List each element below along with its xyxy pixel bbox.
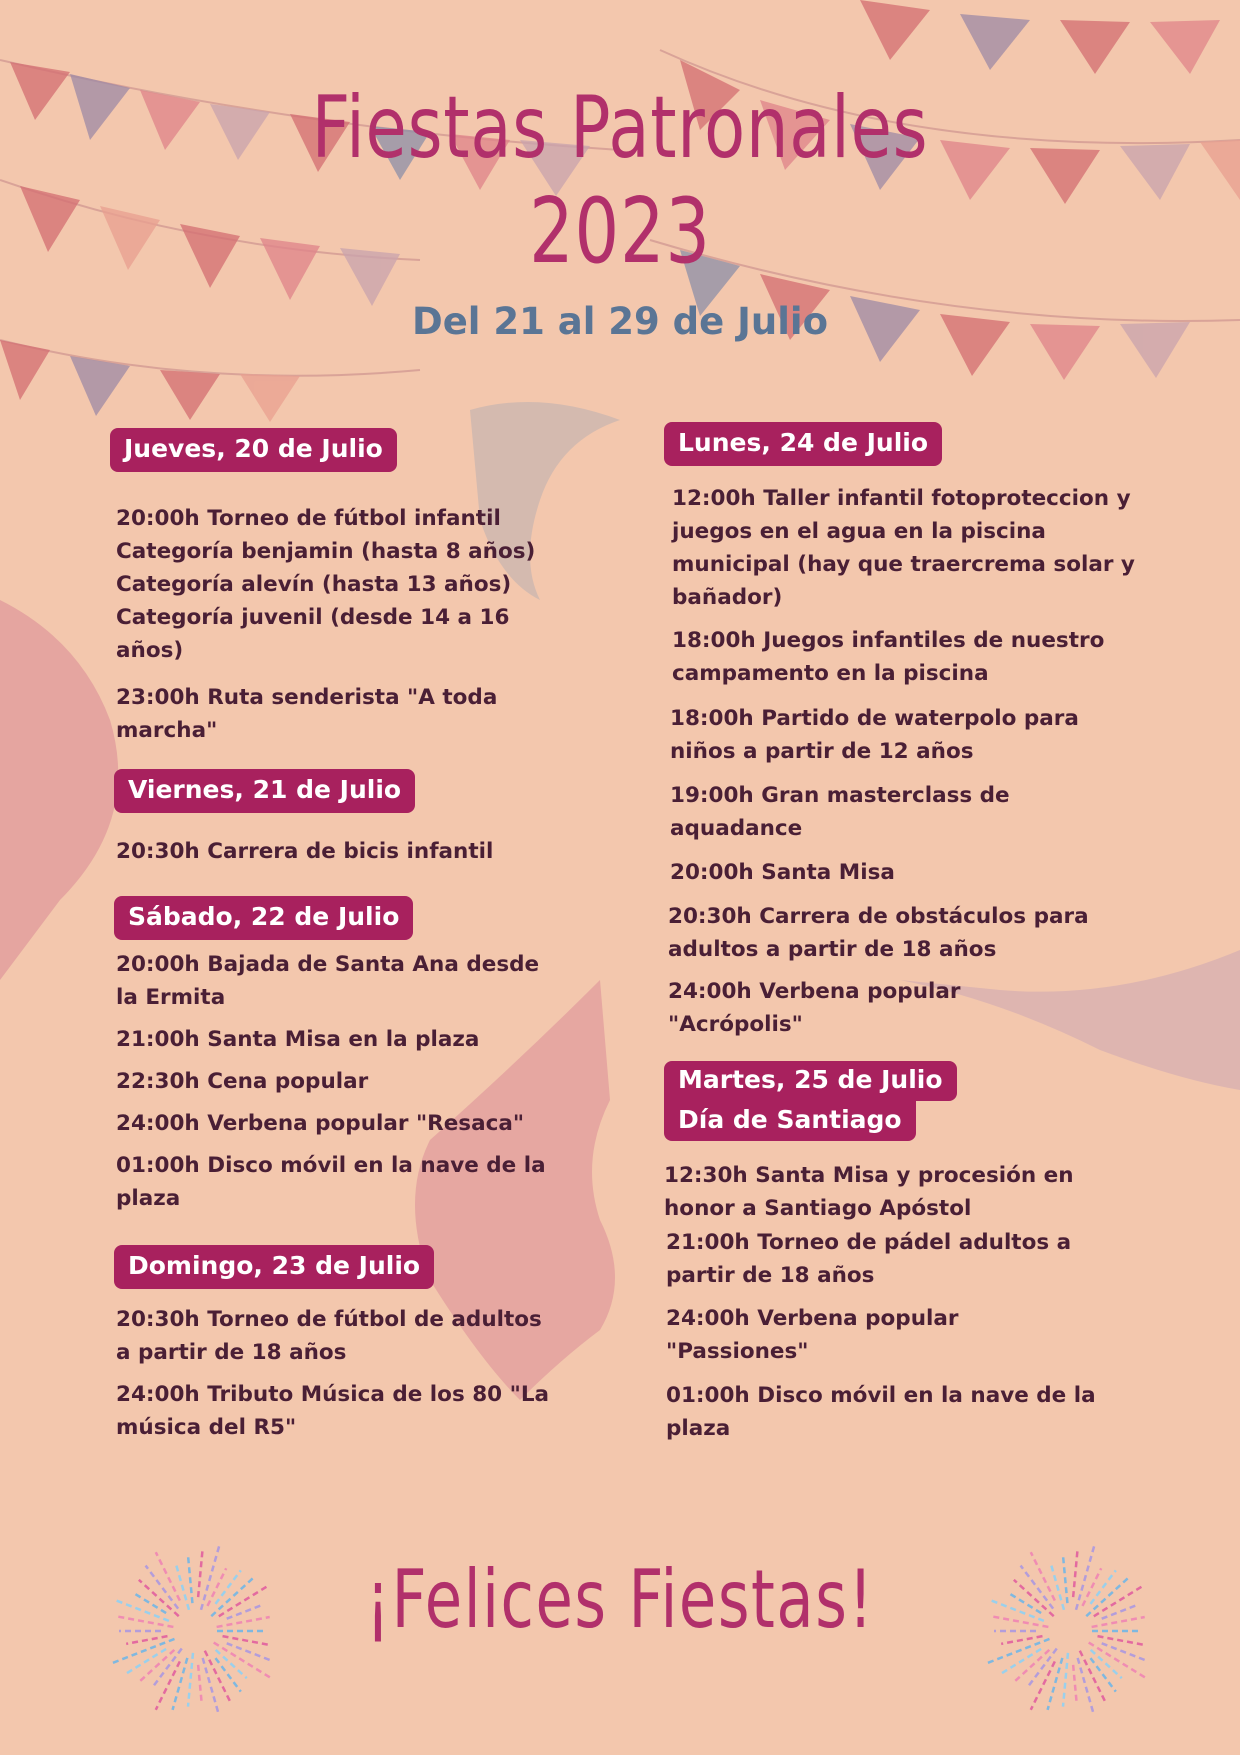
event-item: 22:30h Cena popular xyxy=(116,1069,369,1094)
event-item: 01:00h Disco móvil en la nave de la plaza xyxy=(666,1383,1096,1441)
event-item: 20:30h Carrera de bicis infantil xyxy=(116,839,494,864)
left-column xyxy=(116,428,576,1444)
event-item: 21:00h Torneo de pádel adultos a partir de 18 años xyxy=(666,1230,1072,1288)
event-item: 01:00h Disco móvil en la nave de la plaza xyxy=(116,1153,546,1211)
event-item: 23:00h Ruta senderista "A toda marcha" xyxy=(116,685,498,743)
day-header-jueves: Jueves, 20 de Julio xyxy=(110,428,397,472)
footer-greeting: ¡Felices Fiestas! xyxy=(365,1553,875,1646)
event-item: 20:30h Carrera de obstáculos para adultos a partir de 18 años xyxy=(668,904,1089,962)
event-item: 21:00h Santa Misa en la plaza xyxy=(116,1027,480,1052)
title-line-1: Fiestas Patronales xyxy=(311,78,929,178)
event-item: 24:00h Verbena popular "Resaca" xyxy=(116,1111,525,1136)
event-item: 20:30h Torneo de fútbol de adultos a partir de 18 años xyxy=(116,1307,542,1365)
right-column xyxy=(664,422,1154,1445)
day-header-domingo: Domingo, 23 de Julio xyxy=(114,1245,434,1289)
event-item: 24:00h Verbena popular "Passiones" xyxy=(666,1306,959,1364)
event-item: 24:00h Verbena popular "Acrópolis" xyxy=(668,979,961,1037)
day-header-martes: Martes, 25 de Julio xyxy=(664,1061,957,1101)
event-item: 24:00h Tributo Música de los 80 "La música del R5" xyxy=(116,1382,550,1440)
date-range: Del 21 al 29 de Julio xyxy=(412,300,828,343)
event-item: 20:00h Santa Misa xyxy=(670,860,895,885)
day-header-martes-sub: Día de Santiago xyxy=(664,1101,916,1141)
event-item: 20:00h Bajada de Santa Ana desde la Ermita xyxy=(116,952,540,1010)
event-item: 18:00h Partido de waterpolo para niños a partir de 12 años xyxy=(670,706,1079,764)
event-item: 19:00h Gran masterclass de aquadance xyxy=(670,783,1010,841)
title-year: 2023 xyxy=(529,179,711,284)
day-header-viernes: Viernes, 21 de Julio xyxy=(114,769,415,813)
event-item: 20:00h Torneo de fútbol infantil Categoría benjamin (hasta 8 años) Categoría alevín (hasta 13 años) Categoría juvenil (desde 14 a 16 años) xyxy=(116,506,536,663)
day-header-lunes: Lunes, 24 de Julio xyxy=(664,422,942,466)
event-item: 18:00h Juegos infantiles de nuestro campamento en la piscina xyxy=(672,628,1105,686)
event-item: 12:30h Santa Misa y procesión en honor a Santiago Apóstol xyxy=(664,1163,1074,1221)
day-header-sabado: Sábado, 22 de Julio xyxy=(114,896,413,940)
event-item: 12:00h Taller infantil fotoproteccion y juegos en el agua en la piscina municipal (hay que traercrema solar y bañador) xyxy=(672,486,1135,610)
